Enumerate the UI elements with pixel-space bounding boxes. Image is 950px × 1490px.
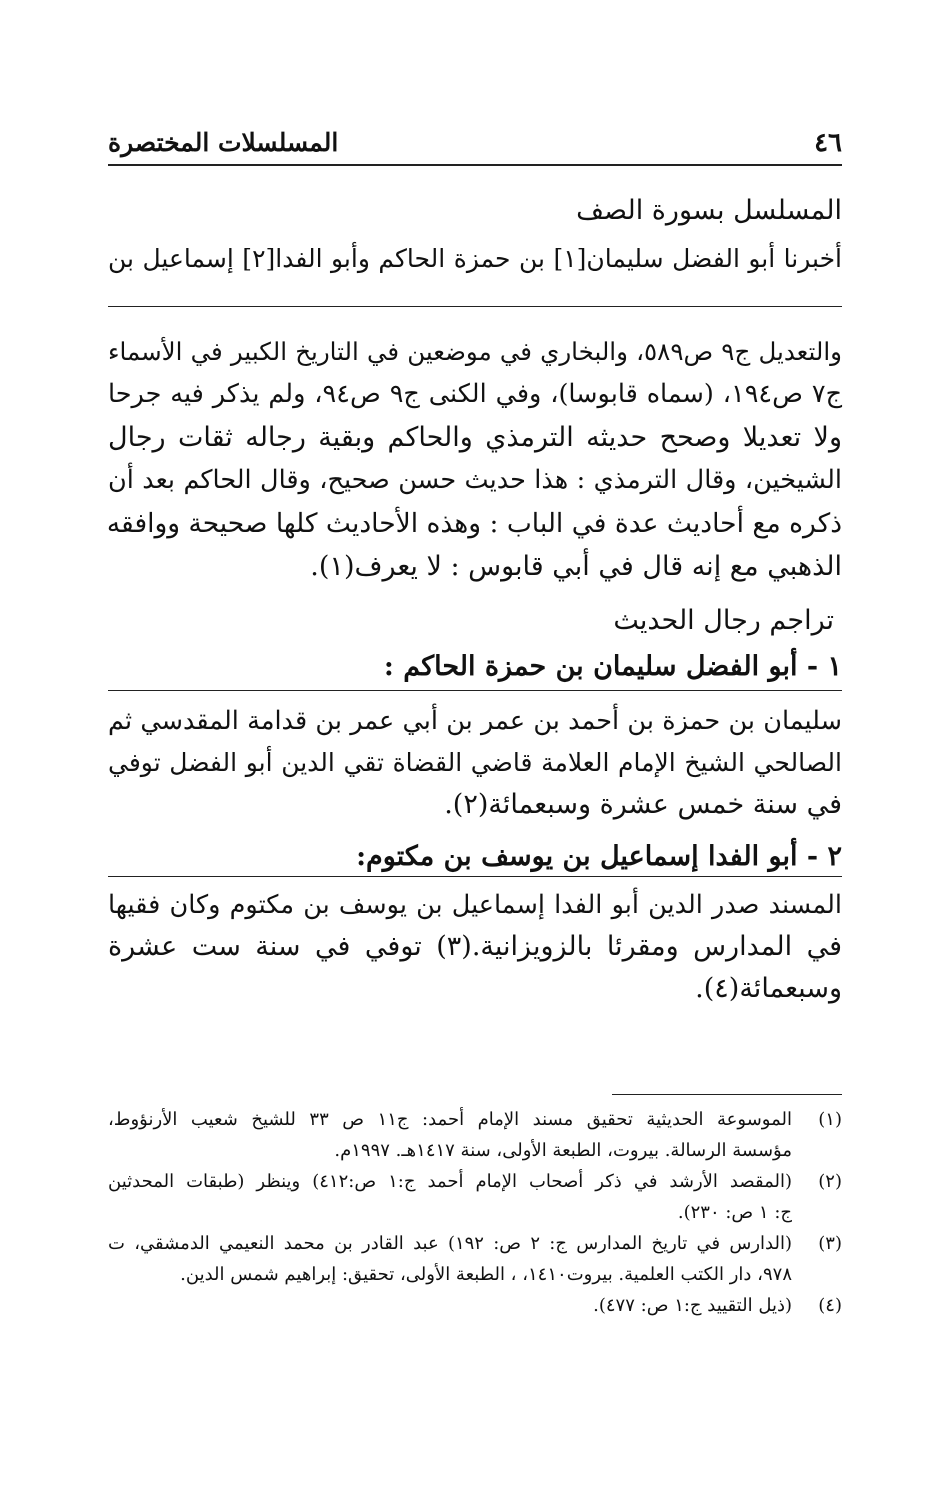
text-line: ج: ١ ص: ٢٣٠).: [677, 1202, 792, 1223]
footnote: [108, 1166, 842, 1228]
entry-body: [108, 884, 842, 1010]
text-line: سليمان بن حمزة بن أحمد بن عمر بن أبي عمر بن قدامة المقدسي ثم: [108, 706, 842, 736]
entry-title: ١ - أبو الفضل سليمان بن حمزة الحاكم :: [383, 651, 842, 682]
text-line: والتعديل ج٩ ص٥٨٩، والبخاري في موضعين في التاريخ الكبير في الأسماء: [108, 337, 842, 366]
footnote-text: [108, 1228, 792, 1290]
footnotes: [108, 1104, 842, 1321]
section-divider: [108, 306, 842, 307]
text-line: الصالحي الشيخ الإمام العلامة قاضي القضاة تقي الدين أبو الفضل توفي: [108, 748, 842, 777]
text-line: الذهبي مع إنه قال في أبي قابوس : لا يعرف(١).: [310, 551, 842, 582]
text-line: ولا تعديلا وصحح حديثه الترمذي والحاكم وبقية رجاله ثقات رجال: [108, 422, 842, 453]
text-line: وسبعمائة(٤).: [695, 973, 842, 1004]
text-line: المسند صدر الدين أبو الفدا إسماعيل بن يوسف بن مكتوم وكان فقيها: [108, 890, 842, 920]
entry-divider: [108, 876, 842, 877]
entry-divider: [108, 690, 842, 691]
text-line: مؤسسة الرسالة. بيروت، الطبعة الأولى، سنة ١٤١٧هـ. ١٩٩٧م.: [334, 1140, 792, 1161]
text-line: الموسوعة الحديثية تحقيق مسند الإمام أحمد: ج١١ ص ٣٣ للشيخ شعيب الأرنؤوط،: [108, 1109, 792, 1130]
biographies-section: [108, 600, 842, 688]
entry-header: [108, 836, 842, 878]
footnote-text: [108, 1290, 792, 1321]
text-line: (الدارس في تاريخ المدارس ج: ٢ ص: ١٩٢) عبد القادر بن محمد النعيمي الدمشقي، ت: [108, 1233, 792, 1254]
footnote-number: (١): [818, 1109, 842, 1130]
text-line: في سنة خمس عشرة وسبعمائة(٢).: [444, 789, 842, 820]
text-line: (المقصد الأرشد في ذكر أصحاب الإمام أحمد ج:١ ص:٤١٢) وينظر (طبقات المحدثين: [108, 1171, 792, 1192]
footnote-number: (٤): [818, 1295, 842, 1316]
footnote: [108, 1290, 842, 1321]
footnote-number: (٣): [818, 1233, 842, 1254]
footnote-number: (٢): [818, 1171, 842, 1192]
continued-note: [108, 330, 842, 588]
footnote-divider: [612, 1094, 842, 1095]
page-number: ٤٦: [814, 128, 842, 158]
section-title: المسلسل بسورة الصف: [576, 195, 842, 226]
text-line: ج٧ ص١٩٤، (سماه قابوسا)، وفي الكنى ج٩ ص٩٤، ولم يذكر فيه جرحا: [108, 379, 843, 409]
biographies-heading: تراجم رجال الحديث: [613, 605, 834, 636]
text-line: أخبرنا أبو الفضل سليمان[١] بن حمزة الحاكم وأبو الفدا[٢] إسماعيل بن: [108, 244, 842, 273]
entry-title: ٢ - أبو الفدا إسماعيل بن يوسف بن مكتوم:: [356, 841, 842, 872]
footnote: [108, 1228, 842, 1290]
running-title: المسلسلات المختصرة: [108, 128, 339, 157]
footnote: [108, 1104, 842, 1166]
text-line: في المدارس ومقرئا بالزويزانية.(٣) توفي في سنة ست عشرة: [108, 931, 842, 962]
top-section: [108, 190, 842, 280]
footnote-text: [108, 1166, 792, 1228]
page-header: [108, 118, 842, 166]
footnote-text: [108, 1104, 792, 1166]
text-line: الشيخين، وقال الترمذي : هذا حديث حسن صحيح، وقال الحاكم بعد أن: [108, 465, 842, 495]
entry-body: [108, 700, 842, 826]
text-line: ٩٧٨، دار الكتب العلمية. بيروت١٤١٠، ، الطبعة الأولى، تحقيق: إبراهيم شمس الدين.: [180, 1264, 792, 1285]
text-line: ذكره مع أحاديث عدة في الباب : وهذه الأحاديث كلها صحيحة ووافقه: [106, 508, 842, 539]
text-line: (ذيل التقييد ج:١ ص: ٤٧٧).: [593, 1295, 792, 1316]
